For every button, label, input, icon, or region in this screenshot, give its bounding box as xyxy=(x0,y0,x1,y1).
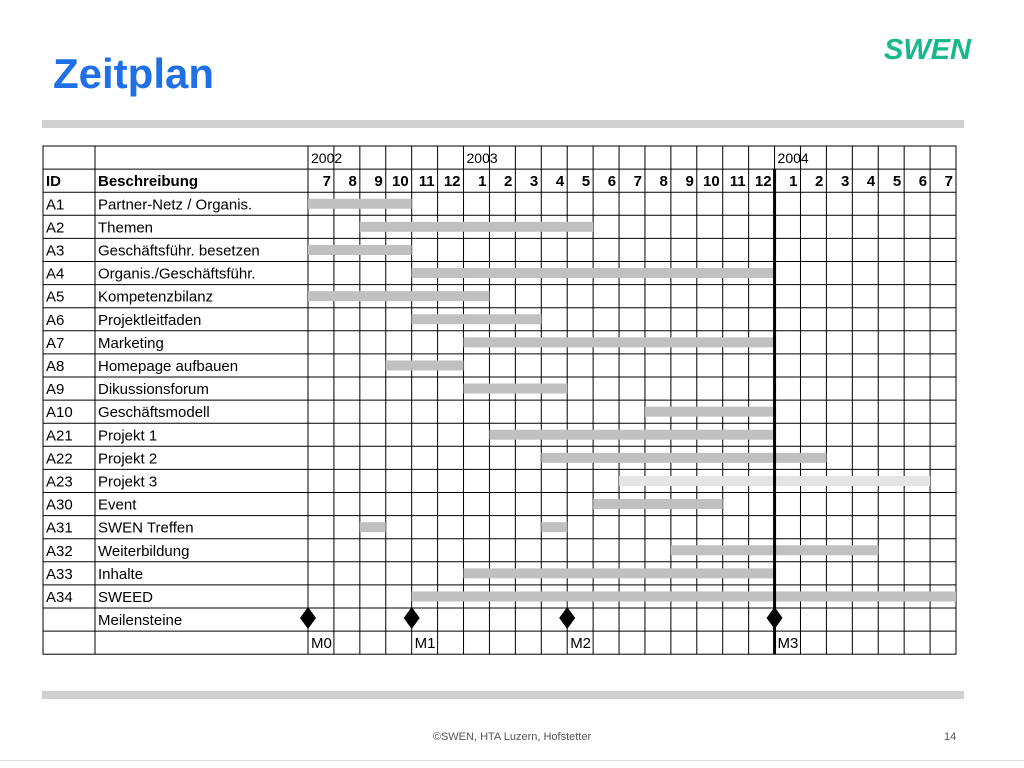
activity-description: SWEN Treffen xyxy=(98,519,194,537)
month-label: 1 xyxy=(789,173,798,191)
month-label: 6 xyxy=(607,173,617,191)
brand-logo: SWEN xyxy=(884,34,971,66)
milestone-label: M3 xyxy=(777,635,799,653)
footer-line xyxy=(0,760,1024,761)
month-label: 9 xyxy=(685,173,694,191)
activity-description: Homepage aufbauen xyxy=(98,358,239,375)
activity-id: A7 xyxy=(46,334,65,352)
gantt-bar xyxy=(360,222,593,232)
year-label: 2003 xyxy=(466,150,498,167)
activity-id: A4 xyxy=(46,265,65,283)
gantt-bar xyxy=(541,453,826,463)
gantt-bar xyxy=(645,407,775,417)
activity-description: Projekt 1 xyxy=(98,427,158,445)
activity-description: Weiterbildung xyxy=(98,542,190,560)
gantt-bar xyxy=(489,430,774,440)
milestone-label: M2 xyxy=(570,635,592,653)
month-label: 4 xyxy=(866,173,876,191)
activity-id: A2 xyxy=(46,219,65,237)
gantt-bar xyxy=(464,337,775,347)
activity-id: A31 xyxy=(46,519,73,537)
gantt-bar xyxy=(308,245,412,255)
activity-id: A34 xyxy=(46,589,73,606)
month-label: 12 xyxy=(443,173,461,191)
activity-id: A21 xyxy=(46,427,73,445)
activity-id: A22 xyxy=(46,450,73,468)
activity-description: Kompetenzbilanz xyxy=(98,288,214,306)
activity-description: Event xyxy=(98,496,137,514)
activity-description: Organis./Geschäftsführ. xyxy=(98,265,256,283)
activity-description: Geschäftsführ. besetzen xyxy=(98,242,260,260)
activity-id: A1 xyxy=(46,196,65,214)
month-label: 8 xyxy=(348,173,357,191)
month-label: 4 xyxy=(555,173,565,191)
month-label: 11 xyxy=(729,173,746,191)
activity-id: A3 xyxy=(46,242,65,260)
year-label: 2004 xyxy=(777,150,809,167)
month-label: 7 xyxy=(633,173,642,191)
gantt-bar xyxy=(308,291,489,301)
month-label: 3 xyxy=(840,173,850,191)
month-label: 5 xyxy=(581,173,591,191)
month-label: 7 xyxy=(322,173,331,191)
gantt-bar xyxy=(412,591,956,601)
gantt-bar xyxy=(412,268,775,278)
milestone-diamond-icon xyxy=(300,607,316,629)
gantt-bar xyxy=(464,568,775,578)
milestone-label: M1 xyxy=(414,635,436,653)
gantt-bar xyxy=(593,499,723,509)
month-label: 2 xyxy=(815,173,824,191)
activity-description: Partner-Netz / Organis. xyxy=(98,196,253,214)
activity-id: A9 xyxy=(46,381,65,399)
gantt-bar xyxy=(412,314,542,324)
description-header: Beschreibung xyxy=(98,173,199,191)
gantt-bar xyxy=(541,522,567,532)
page-number: 14 xyxy=(944,731,957,743)
milestone-diamond-icon xyxy=(404,607,420,629)
activity-id: A5 xyxy=(46,288,65,306)
bottom-divider xyxy=(42,691,964,699)
month-label: 6 xyxy=(918,173,928,191)
milestones-label: Meilensteine xyxy=(98,612,183,630)
slide-title: Zeitplan xyxy=(53,50,215,97)
activity-description: Marketing xyxy=(98,334,164,352)
activity-id: A10 xyxy=(46,404,73,422)
activity-id: A23 xyxy=(46,473,73,491)
activity-description: Geschäftsmodell xyxy=(98,404,210,422)
month-label: 10 xyxy=(391,173,409,191)
activity-id: A32 xyxy=(46,542,73,560)
id-header: ID xyxy=(46,173,61,191)
gantt-bar xyxy=(464,384,568,394)
milestone-diamond-icon xyxy=(559,607,575,629)
milestone-label: M0 xyxy=(311,635,332,653)
month-label: 10 xyxy=(703,173,720,191)
month-label: 5 xyxy=(892,173,902,191)
activity-description: Projektleitfaden xyxy=(98,311,202,329)
activity-id: A8 xyxy=(46,358,65,375)
activity-description: Projekt 2 xyxy=(98,450,158,468)
gantt-bar xyxy=(360,522,386,532)
activity-description: SWEED xyxy=(98,589,154,606)
gantt-bar xyxy=(308,199,412,209)
activity-description: Inhalte xyxy=(98,565,144,583)
month-label: 9 xyxy=(374,173,383,191)
activity-id: A33 xyxy=(46,565,73,583)
year-label: 2002 xyxy=(311,150,343,167)
month-label: 2 xyxy=(504,173,513,191)
month-label: 1 xyxy=(478,173,487,191)
footer-copyright: ©SWEN, HTA Luzern, Hofstetter xyxy=(432,731,592,743)
month-label: 11 xyxy=(418,173,435,191)
month-label: 8 xyxy=(659,173,668,191)
month-label: 3 xyxy=(529,173,539,191)
activity-description: Themen xyxy=(98,219,154,237)
activity-description: Projekt 3 xyxy=(98,473,158,491)
month-label: 12 xyxy=(754,173,772,191)
activity-id: A6 xyxy=(46,311,65,329)
activity-id: A30 xyxy=(46,496,73,514)
month-label: 7 xyxy=(944,173,953,191)
gantt-bar xyxy=(386,360,464,370)
activity-description: Dikussionsforum xyxy=(98,381,209,399)
